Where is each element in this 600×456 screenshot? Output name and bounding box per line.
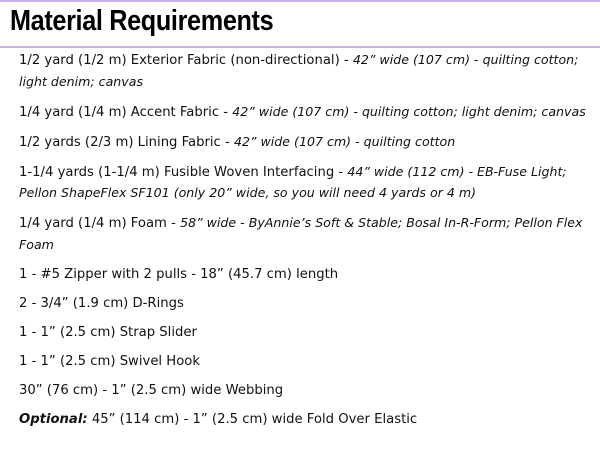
material-quantity: 2 - 3/4” (1.9 cm) D-Rings	[19, 295, 184, 311]
page-title: Material Requirements	[10, 5, 274, 37]
material-details: 42” wide (107 cm) - quilting cotton	[233, 133, 456, 149]
material-quantity: 1/2 yards (2/3 m) Lining Fabric -	[19, 134, 234, 150]
material-quantity: 1/4 yard (1/4 m) Foam -	[19, 216, 181, 231]
optional-label: Optional:	[19, 411, 88, 427]
material-details: 44” wide (112 cm) - EB-Fuse Light; Pellon ShapeFlex SF101 (only 20” wide, so you will need 4 yards or 4 m)	[19, 163, 567, 200]
material-quantity: 45” (114 cm) - 1” (2.5 cm) wide Fold Over Elastic	[87, 411, 418, 427]
list-item	[19, 132, 593, 154]
page-header	[0, 0, 600, 48]
list-item	[19, 323, 593, 344]
material-quantity: 1/2 yard (1/2 m) Exterior Fabric (non-directional) -	[19, 53, 353, 68]
list-item	[19, 352, 593, 373]
material-quantity: 1 - 1” (2.5 cm) Strap Slider	[19, 324, 197, 340]
material-details: 42” wide (107 cm) - quilting cotton; light denim; canvas	[19, 52, 579, 89]
list-item	[19, 102, 593, 124]
list-item	[19, 410, 593, 431]
list-item	[19, 162, 593, 205]
material-details: 58” wide - ByAnnie’s Soft & Stable; Bosal In-R-Form; Pellon Flex Foam	[19, 215, 583, 252]
material-quantity: 1 - 1” (2.5 cm) Swivel Hook	[19, 353, 200, 369]
material-quantity: 1/4 yard (1/4 m) Accent Fabric -	[19, 104, 233, 120]
material-quantity: 1 - #5 Zipper with 2 pulls - 18” (45.7 cm) length	[19, 266, 339, 282]
material-quantity: 1-1/4 yards (1-1/4 m) Fusible Woven Interfacing -	[19, 164, 348, 180]
materials-list	[19, 50, 593, 439]
list-item	[19, 294, 593, 315]
list-item	[19, 265, 593, 286]
material-quantity: 30” (76 cm) - 1” (2.5 cm) wide Webbing	[19, 382, 284, 398]
material-details: 42” wide (107 cm) - quilting cotton; light denim; canvas	[232, 103, 586, 119]
list-item	[19, 50, 593, 93]
list-item	[19, 381, 593, 402]
list-item	[19, 213, 593, 256]
